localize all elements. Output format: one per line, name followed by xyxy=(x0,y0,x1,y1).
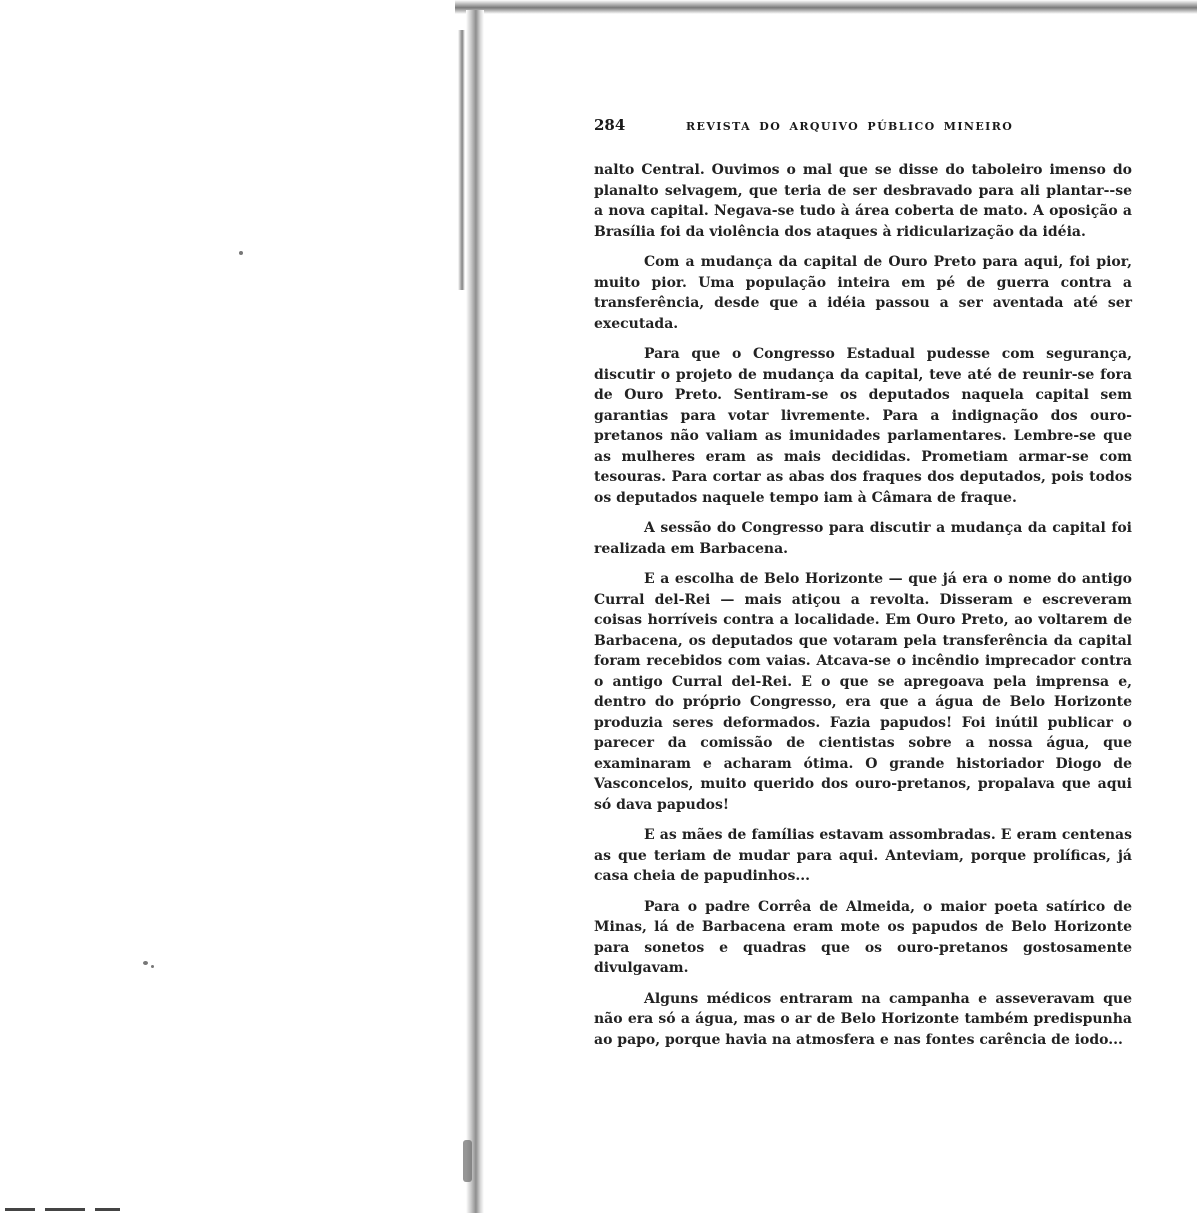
body-text xyxy=(594,160,1132,1060)
paragraph: Para o padre Corrêa de Almeida, o maior poeta satírico de Minas, lá de Barbacena eram mote os papudos de Belo Horizonte para sonetos e quadras que os ouro-pretanos gostosamente divulgavam. xyxy=(594,898,1132,976)
page-top-edge xyxy=(455,0,1197,14)
scan-speck xyxy=(151,965,154,968)
paragraph: E as mães de famílias estavam assombradas. E eram centenas as que teriam de mudar para aqui. Anteviam, porque prolíficas, já casa cheia de papudinhos... xyxy=(594,827,1132,884)
bottom-edge-mark xyxy=(45,1208,85,1211)
paragraph: nalto Central. Ouvimos o mal que se disse do taboleiro imenso do planalto selvagem, que teria de ser desbravado para ali plantar--se a nova capital. Negava-se tudo à área coberta de mato. A oposição a Brasília foi da violência dos ataques à ridicularização da idéia. xyxy=(594,162,1132,240)
gutter-mark xyxy=(463,1140,472,1182)
running-title: REVISTA DO ARQUIVO PÚBLICO MINEIRO xyxy=(686,120,1014,133)
gutter-dark-streak xyxy=(458,30,465,290)
paragraph: Para que o Congresso Estadual pudesse com segurança, discutir o projeto de mudança da capital, teve até de reunir-se fora de Ouro Preto. Sentiram-se os deputados naquela capital sem garantias para votar livremente. Para a indignação dos ouro-pretanos não valiam as imunidades parlamentares. Lembre-se que as mulheres eram as mais decididas. Prometiam armar-se com tesouras. Para cortar as abas dos fraques dos deputados, pois todos os deputados naquele tempo iam à Câmara de fraque. xyxy=(594,346,1132,506)
page-number: 284 xyxy=(594,116,626,134)
paragraph: Com a mudança da capital de Ouro Preto para aqui, foi pior, muito pior. Uma população inteira em pé de guerra contra a transferência, desde que a idéia passou a ser aventada até ser executada. xyxy=(594,254,1132,332)
paragraph: A sessão do Congresso para discutir a mudança da capital foi realizada em Barbacena. xyxy=(594,520,1132,557)
scan-speck xyxy=(239,251,243,255)
paragraph: E a escolha de Belo Horizonte — que já era o nome do antigo Curral del-Rei — mais atiçou a revolta. Disseram e escreveram coisas horríveis contra a localidade. Em Ouro Preto, ao voltarem de Barbacena, os deputados que votaram pela transferência da capital foram recebidos com vaias. Atcava-se o incêndio imprecador contra o antigo Curral del-Rei. E o que se apregoava pela imprensa e, dentro do próprio Congresso, era que a água de Belo Horizonte produzia seres deformados. Fazia papudos! Foi inútil publicar o parecer da comissão de cientistas sobre a nossa água, que examinaram e acharam ótima. O grande historiador Diogo de Vasconcelos, muito querido dos ouro-pretanos, propalava que aqui só dava papudos! xyxy=(594,571,1132,813)
page-header xyxy=(594,116,1132,138)
bottom-edge-mark xyxy=(5,1208,35,1211)
book-gutter-shadow xyxy=(466,10,484,1213)
scan-speck xyxy=(143,961,148,965)
bottom-edge-mark xyxy=(95,1208,120,1211)
paragraph: Alguns médicos entraram na campanha e asseveravam que não era só a água, mas o ar de Belo Horizonte também predispunha ao papo, porque havia na atmosfera e nas fontes carência de iodo... xyxy=(594,990,1132,1048)
